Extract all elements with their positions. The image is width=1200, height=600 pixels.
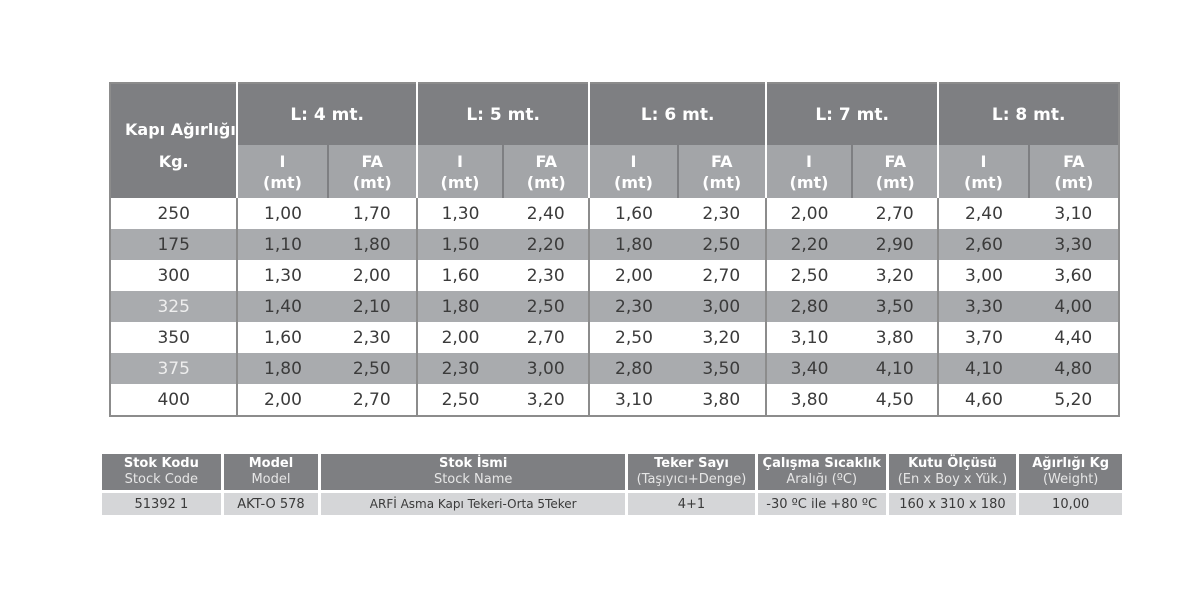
sub-header-i-label: I [457,151,463,171]
model-header-title: Model [248,456,294,471]
value-cell-i: 1,80 [417,291,503,322]
weight-cell: 375 [110,353,237,384]
sub-header-fa [503,145,589,198]
weight-cell: 10,00 [1019,493,1122,515]
value-cell-fa: 2,90 [852,229,938,260]
value-cell-fa: 2,50 [328,353,417,384]
value-cell-fa: 2,70 [328,384,417,416]
group-header-8m: L: 8 mt. [938,83,1119,145]
value-cell-fa: 2,30 [678,198,766,229]
table-row [110,353,1119,384]
stock-code-header [102,454,221,490]
capacity-table [109,82,1120,417]
value-cell-i: 3,70 [938,322,1028,353]
table-row [110,260,1119,291]
value-cell-fa: 2,50 [503,291,589,322]
sub-header-fa-label: FA [361,151,383,171]
group-header-5m: L: 5 mt. [417,83,589,145]
sub-header-fa [328,145,417,198]
sub-header-fa [1029,145,1119,198]
sub-header-i-label: I [980,151,987,171]
value-cell-i: 3,10 [766,322,852,353]
sub-header-unit: (mt) [352,172,392,192]
sub-header-unit: (mt) [875,172,915,192]
table-row [110,229,1119,260]
value-cell-fa: 3,00 [678,291,766,322]
sub-header-i [589,145,677,198]
value-cell-i: 2,80 [766,291,852,322]
value-cell-fa: 3,50 [852,291,938,322]
value-cell-fa: 4,10 [852,353,938,384]
value-cell-fa: 4,40 [1029,322,1119,353]
value-cell-fa: 1,80 [328,229,417,260]
value-cell-i: 3,80 [766,384,852,416]
wheel-count-header-subtitle: (Taşıyıcı+Denge) [636,472,747,487]
value-cell-i: 3,10 [589,384,677,416]
value-cell-fa: 4,50 [852,384,938,416]
sub-header-unit: (mt) [1054,172,1094,192]
weight-header-subtitle: (Weight) [1042,472,1099,487]
value-cell-fa: 3,50 [678,353,766,384]
group-header-6m: L: 6 mt. [589,83,766,145]
value-cell-fa: 2,00 [328,260,417,291]
value-cell-fa: 2,50 [678,229,766,260]
value-cell-fa: 2,30 [503,260,589,291]
value-cell-i: 1,80 [237,353,327,384]
value-cell-i: 1,60 [417,260,503,291]
value-cell-fa: 5,20 [1029,384,1119,416]
sub-header-i [766,145,852,198]
value-cell-fa: 2,70 [678,260,766,291]
sub-header-i-label: I [806,151,812,171]
value-cell-fa: 2,70 [503,322,589,353]
weight-cell: 300 [110,260,237,291]
value-cell-fa: 3,10 [1029,198,1119,229]
temperature-range-cell: -30 ºC ile +80 ºC [758,493,886,515]
sub-header-fa-label: FA [711,151,733,171]
table-row [110,198,1119,229]
value-cell-fa: 2,40 [503,198,589,229]
sub-header-unit: (mt) [614,172,653,192]
value-cell-fa: 2,70 [852,198,938,229]
model-cell: AKT-O 578 [224,493,319,515]
weight-cell: 250 [110,198,237,229]
value-cell-fa: 3,80 [852,322,938,353]
kg-header: Kg. [110,145,237,198]
stock-code-header-title: Stok Kodu [123,456,199,471]
value-cell-i: 2,30 [417,353,503,384]
sub-header-i [417,145,503,198]
temperature-range-header-subtitle: Aralığı (ºC) [786,472,858,487]
group-header-7m: L: 7 mt. [766,83,938,145]
product-info-table [99,451,1125,518]
sub-header-i [237,145,327,198]
value-cell-fa: 2,20 [503,229,589,260]
box-size-header-subtitle: (En x Boy x Yük.) [897,472,1008,487]
sub-header-unit: (mt) [526,172,566,192]
value-cell-i: 2,00 [589,260,677,291]
box-size-header [889,454,1017,490]
temperature-range-header [758,454,886,490]
sub-header-i-label: I [630,151,637,171]
value-cell-i: 2,00 [766,198,852,229]
weight-cell: 325 [110,291,237,322]
weight-cell: 175 [110,229,237,260]
value-cell-i: 2,50 [589,322,677,353]
weight-cell: 400 [110,384,237,416]
table-row [110,322,1119,353]
sub-header-unit: (mt) [440,172,480,192]
value-cell-i: 1,30 [237,260,327,291]
wheel-count-header [628,454,755,490]
value-cell-fa: 3,20 [503,384,589,416]
value-cell-i: 2,50 [766,260,852,291]
value-cell-i: 3,00 [938,260,1028,291]
value-cell-i: 1,00 [237,198,327,229]
capacity-table-body [110,198,1119,416]
table-row [110,291,1119,322]
value-cell-fa: 2,30 [328,322,417,353]
box-size-cell: 160 x 310 x 180 [889,493,1017,515]
value-cell-fa: 4,80 [1029,353,1119,384]
temperature-range-header-title: Çalışma Sıcaklık [762,456,881,471]
weight-header-title: Ağırlığı Kg [1032,456,1110,471]
value-cell-i: 2,80 [589,353,677,384]
value-cell-i: 1,60 [237,322,327,353]
value-cell-i: 2,30 [589,291,677,322]
value-cell-fa: 3,20 [852,260,938,291]
value-cell-i: 1,60 [589,198,677,229]
value-cell-i: 4,60 [938,384,1028,416]
stock-name-header-title: Stok İsmi [439,456,508,471]
value-cell-i: 4,10 [938,353,1028,384]
wheel-count-header-title: Teker Sayı [654,456,729,471]
table-row [110,384,1119,416]
value-cell-i: 1,40 [237,291,327,322]
stock-name-cell: ARFİ Asma Kapı Tekeri-Orta 5Teker [321,493,625,515]
value-cell-fa: 3,60 [1029,260,1119,291]
value-cell-i: 1,80 [589,229,677,260]
sub-header-fa-label: FA [884,151,906,171]
stock-name-header [321,454,625,490]
value-cell-i: 2,50 [417,384,503,416]
value-cell-i: 3,30 [938,291,1028,322]
value-cell-i: 2,60 [938,229,1028,260]
sub-header-fa [678,145,766,198]
model-header [224,454,319,490]
sub-header-unit: (mt) [263,172,302,192]
sub-header-i [938,145,1028,198]
wheel-count-cell: 4+1 [628,493,755,515]
value-cell-i: 1,50 [417,229,503,260]
value-cell-i: 2,00 [417,322,503,353]
sub-header-unit: (mt) [789,172,829,192]
sub-header-i-label: I [279,151,286,171]
value-cell-i: 1,30 [417,198,503,229]
value-cell-fa: 3,00 [503,353,589,384]
sub-header-unit: (mt) [702,172,742,192]
box-size-header-title: Kutu Ölçüsü [908,456,997,471]
value-cell-i: 2,40 [938,198,1028,229]
sub-header-fa-label: FA [1063,151,1085,171]
value-cell-i: 2,00 [237,384,327,416]
sub-header-unit: (mt) [964,172,1003,192]
weight-header [1019,454,1122,490]
stock-name-header-subtitle: Stock Name [433,472,513,487]
value-cell-i: 2,20 [766,229,852,260]
value-cell-fa: 2,10 [328,291,417,322]
value-cell-fa: 4,00 [1029,291,1119,322]
weight-cell: 350 [110,322,237,353]
value-cell-fa: 3,30 [1029,229,1119,260]
stock-code-header-subtitle: Stock Code [124,472,199,487]
value-cell-fa: 3,20 [678,322,766,353]
stock-code-cell: 51392 1 [102,493,221,515]
value-cell-fa: 1,70 [328,198,417,229]
sub-header-fa-label: FA [535,151,557,171]
value-cell-i: 1,10 [237,229,327,260]
door-weight-header: Kapı Ağırlığı [110,83,237,145]
value-cell-fa: 3,80 [678,384,766,416]
group-header-4m: L: 4 mt. [237,83,417,145]
model-header-subtitle: Model [251,472,291,487]
sub-header-fa [852,145,938,198]
value-cell-i: 3,40 [766,353,852,384]
